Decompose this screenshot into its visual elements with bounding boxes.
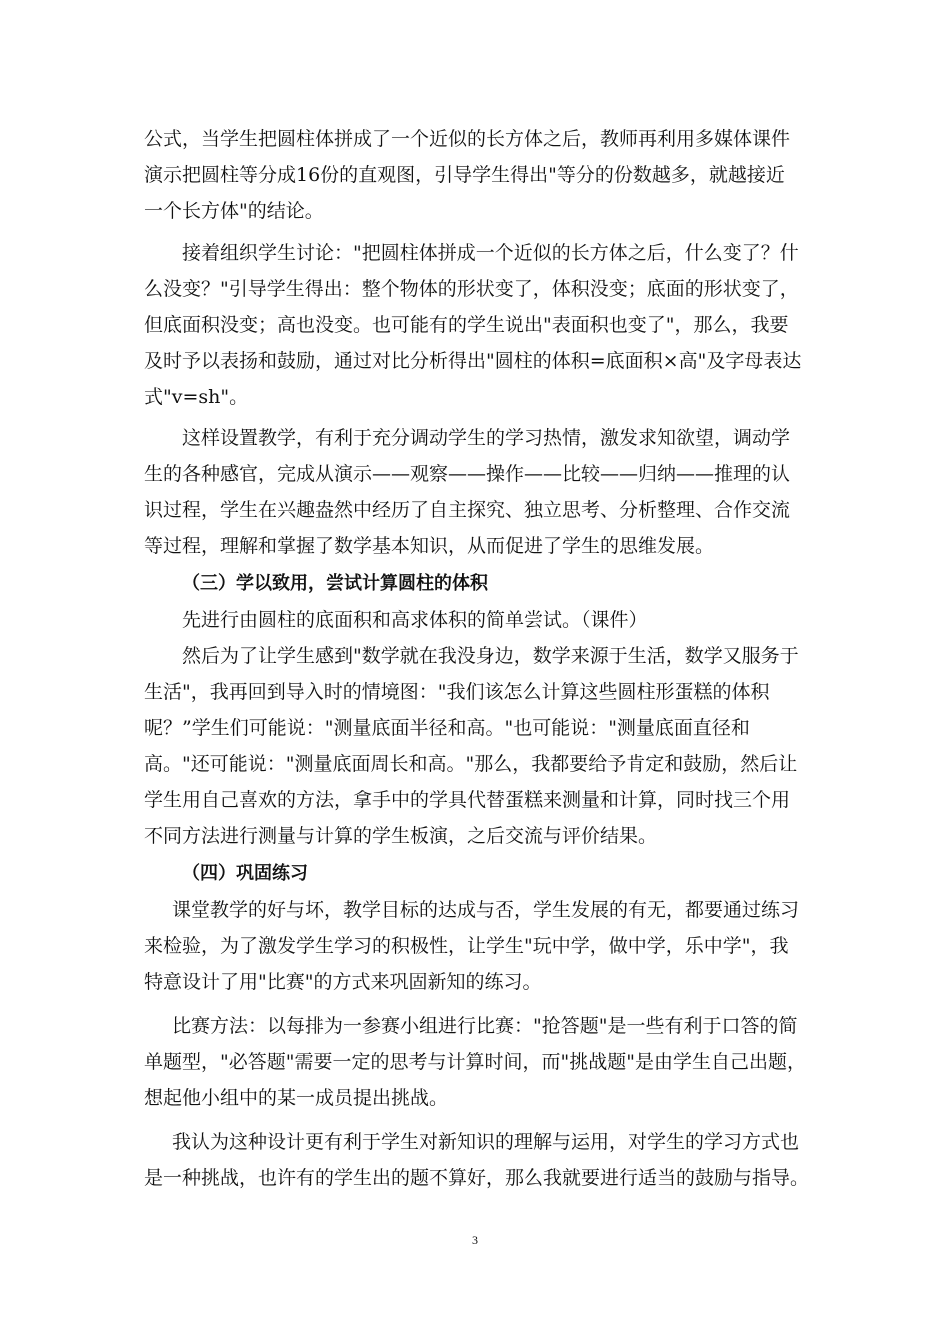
text-line: 及时予以表扬和鼓励，通过对比分析得出"圆柱的体积=底面积×高"及字母表达 — [144, 350, 802, 372]
text-line: 式"v=sh"。 — [144, 386, 249, 408]
text-line: 接着组织学生讨论："把圆柱体拼成一个近似的长方体之后，什么变了？什 — [182, 242, 799, 264]
text-line: 然后为了让学生感到"数学就在我没身边，数学来源于生活，数学又服务于 — [182, 645, 799, 667]
text-line: 高。"还可能说："测量底面周长和高。"那么，我都要给予肯定和鼓励，然后让 — [144, 753, 798, 775]
text-line: 不同方法进行测量与计算的学生板演，之后交流与评价结果。 — [144, 825, 658, 847]
section-heading-4: （四）巩固练习 — [182, 863, 308, 884]
text-line: 课堂教学的好与坏，教学目标的达成与否，学生发展的有无，都要通过练习 — [172, 899, 800, 921]
text-line: 我认为这种设计更有利于学生对新知识的理解与运用，对学生的学习方式也 — [172, 1131, 800, 1153]
text-line: 但底面积没变；高也没变。也可能有的学生说出"表面积也变了"，那么，我要 — [144, 314, 789, 336]
text-line: 比赛方法：以每排为一参赛小组进行比赛："抢答题"是一些有利于口答的简 — [172, 1015, 798, 1037]
text-line: 等过程，理解和掌握了数学基本知识，从而促进了学生的思维发展。 — [144, 535, 715, 557]
section-heading-3: （三）学以致用，尝试计算圆柱的体积 — [182, 573, 488, 594]
text-line: 么没变？"引导学生得出：整个物体的形状变了，体积没变；底面的形状变了， — [144, 278, 799, 300]
text-line: 来检验，为了激发学生学习的积极性，让学生"玩中学，做中学，乐中学"，我 — [144, 935, 789, 957]
text-line: 这样设置教学，有利于充分调动学生的学习热情，激发求知欲望，调动学 — [182, 427, 791, 449]
text-line: 生活"，我再回到导入时的情境图："我们该怎么计算这些圆柱形蛋糕的体积 — [144, 681, 770, 703]
text-line: 一个长方体"的结论。 — [144, 200, 324, 222]
text-line: 公式，当学生把圆柱体拼成了一个近似的长方体之后，教师再利用多媒体课件 — [144, 128, 791, 150]
text-line: 学生用自己喜欢的方法，拿手中的学具代替蛋糕来测量和计算，同时找三个用 — [144, 789, 791, 811]
text-line: 是一种挑战，也许有的学生出的题不算好，那么我就要进行适当的鼓励与指导。 — [144, 1167, 810, 1189]
text-line: 识过程，学生在兴趣盎然中经历了自主探究、独立思考、分析整理、合作交流 — [144, 499, 791, 521]
text-line: 生的各种感官，完成从演示——观察——操作——比较——归纳——推理的认 — [144, 463, 791, 485]
text-line: 特意设计了用"比赛"的方式来巩固新知的练习。 — [144, 971, 542, 993]
text-line: 演示把圆柱等分成16份的直观图，引导学生得出"等分的份数越多，就越接近 — [144, 164, 785, 186]
text-line: 单题型，"必答题"需要一定的思考与计算时间，而"挑战题"是由学生自己出题， — [144, 1051, 806, 1073]
page-number: 3 — [472, 1233, 478, 1247]
text-line: 先进行由圆柱的底面积和高求体积的简单尝试。（课件） — [182, 609, 648, 631]
text-line: 呢？”学生们可能说："测量底面半径和高。"也可能说："测量底面直径和 — [144, 717, 750, 739]
text-line: 想起他小组中的某一成员提出挑战。 — [144, 1087, 449, 1109]
